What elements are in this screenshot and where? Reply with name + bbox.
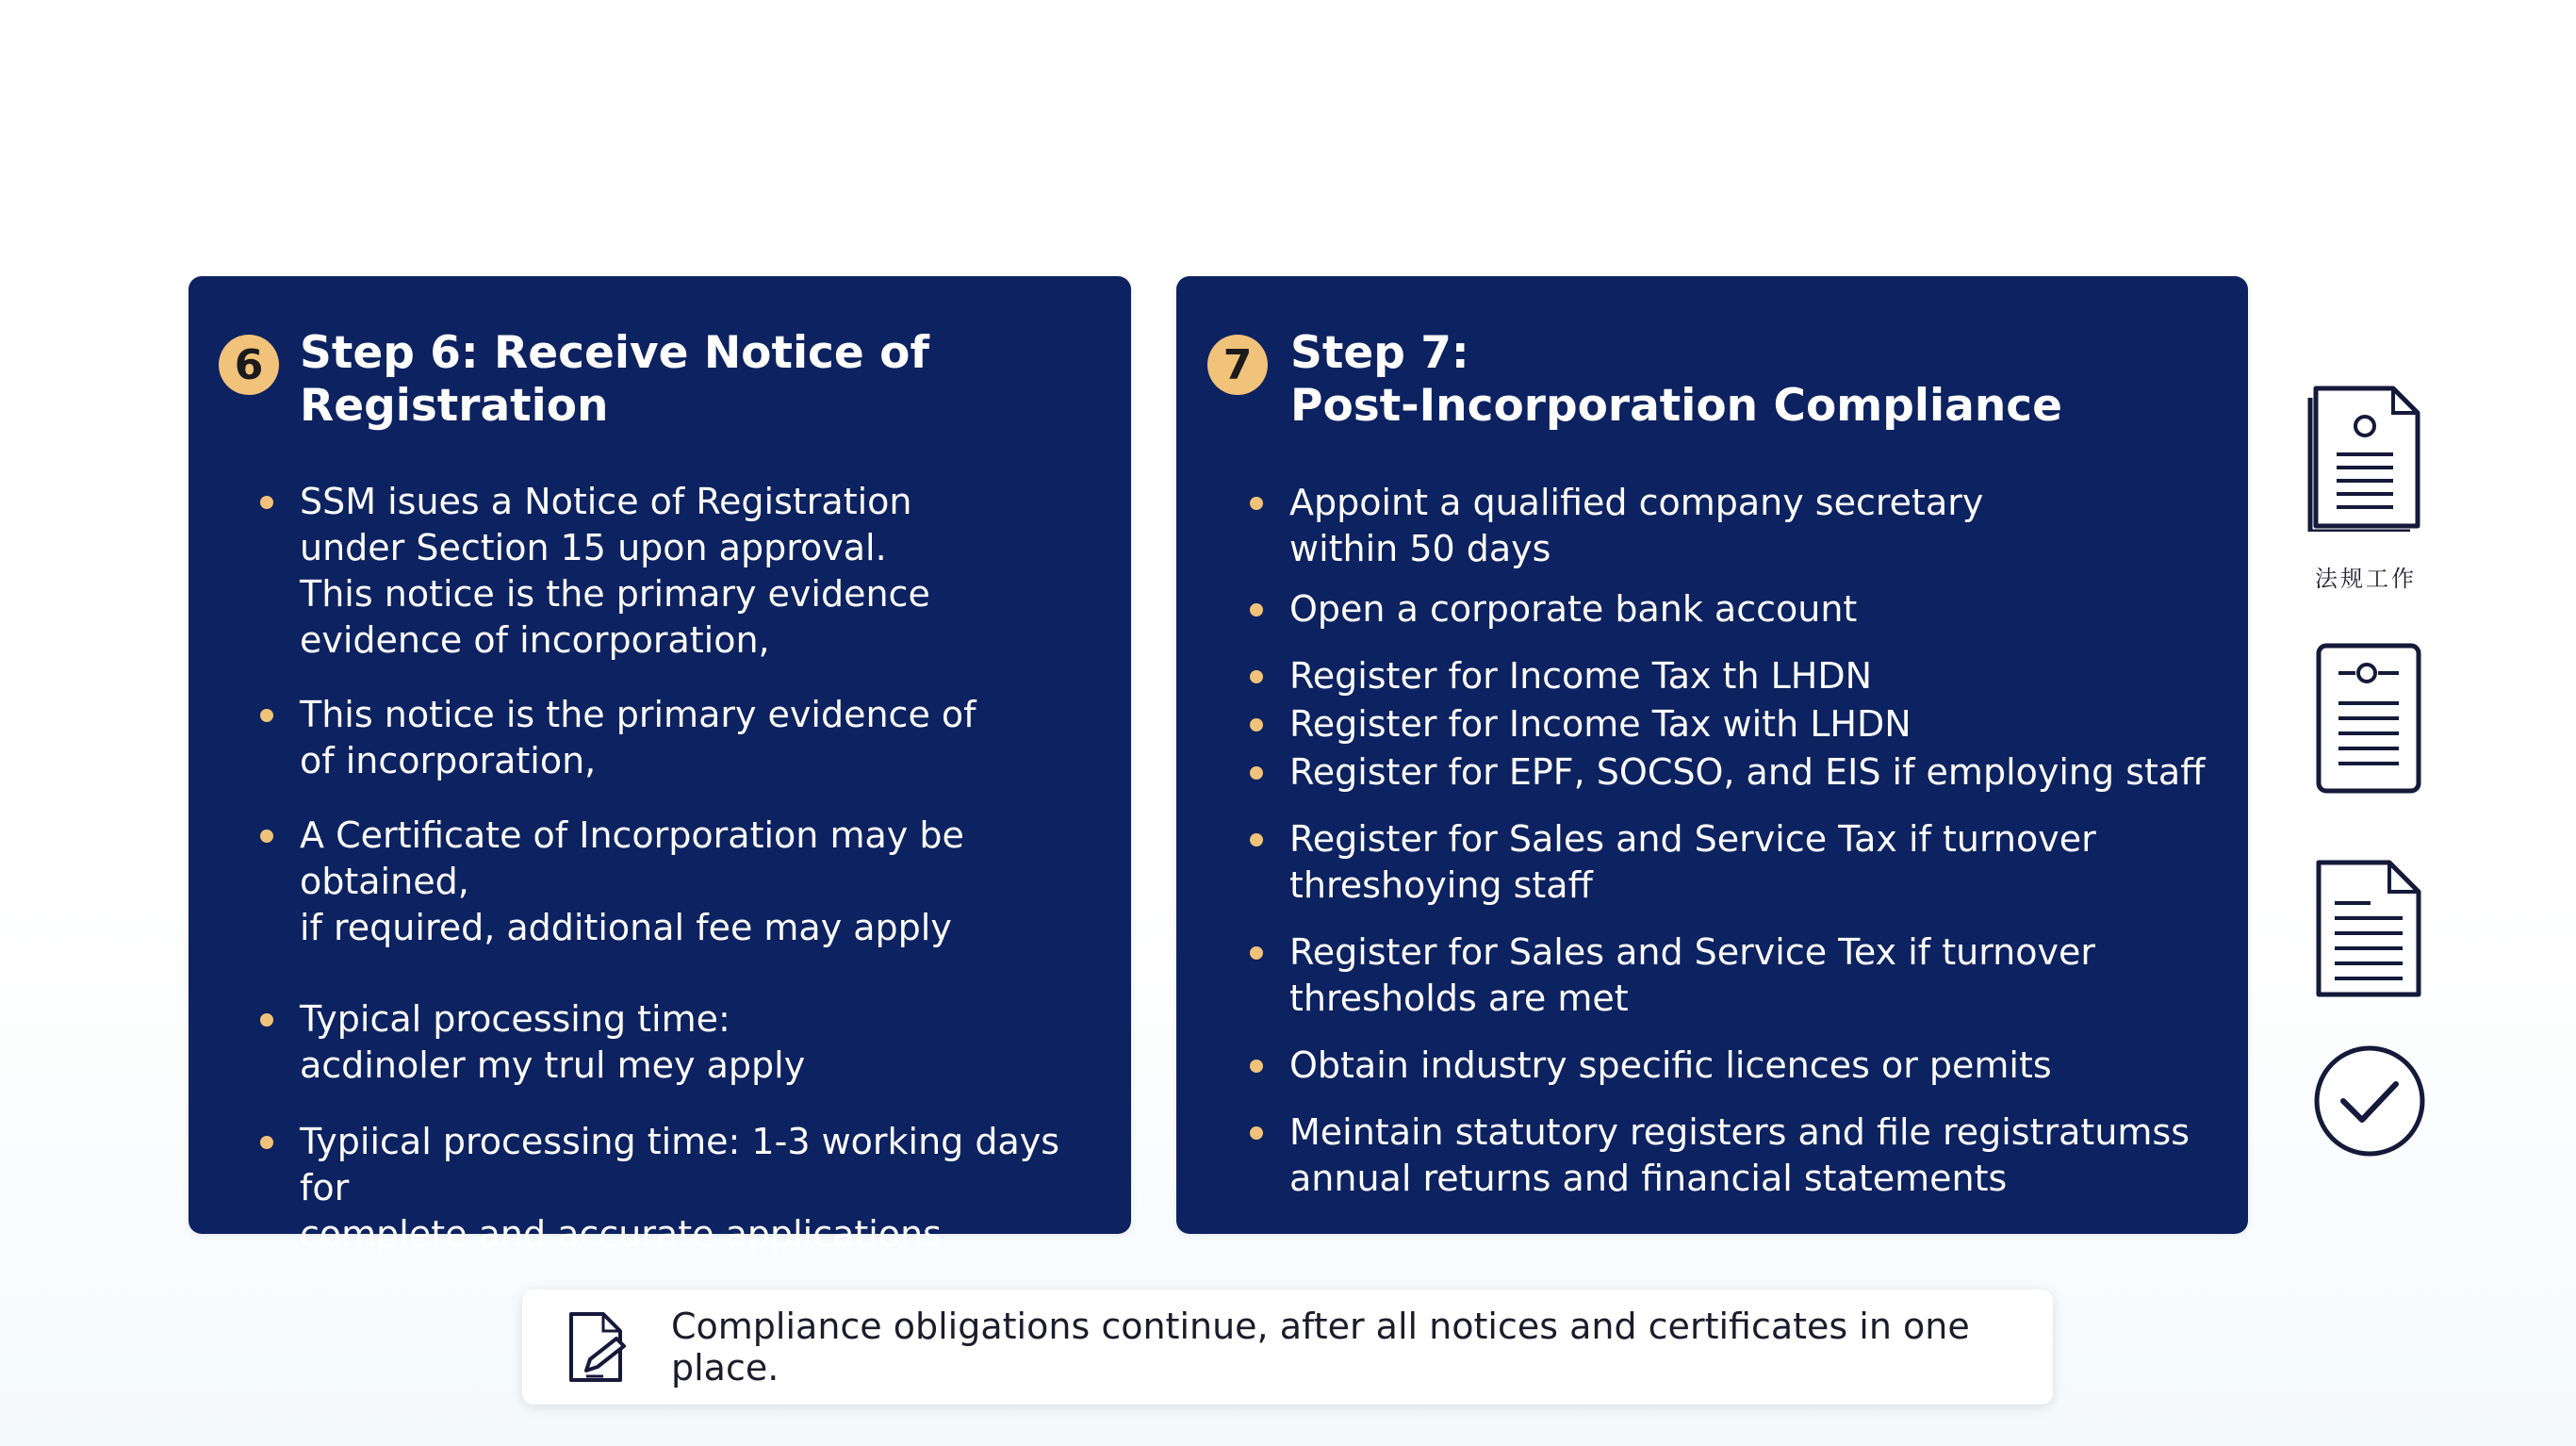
step-7-bullet: Open a corporate bank account	[1289, 586, 2232, 633]
step-7-bullet: Appoint a qualified company secretary within 50 days	[1289, 480, 2232, 572]
step-6-bullet: SSM isues a Notice of Registration under Section 15 upon approval. This notice is the primary evidence evidence of incorporation,	[300, 479, 1120, 664]
check-circle-icon	[2311, 1043, 2428, 1159]
step-6-bullet: Typiical processing time: 1-3 working days for complete and accurate applications	[300, 1119, 1120, 1257]
step-6-bullet: A Certificate of Incorporation may be obtained, if required, additional fee may apply	[300, 813, 1120, 951]
step-6-title: Step 6: Receive Notice of Registration	[300, 327, 929, 432]
step-6-badge: 6	[219, 335, 279, 395]
step-7-bullet: Meintain statutory registers and file registratumss annual returns and financial statements	[1289, 1109, 2232, 1202]
step-7-bullet: Register for Sales and Service Tex if turnover thresholds are met	[1289, 929, 2232, 1022]
step-7-card	[1176, 276, 2248, 1234]
step-7-bullet: Register for Sales and Service Tax if turnover threshoying staff	[1289, 816, 2232, 909]
side-label: 法规工作	[2315, 566, 2417, 592]
form-document-icon	[2314, 641, 2423, 796]
step-7-bullet-list	[1289, 480, 2232, 1216]
step-7-bullet: Obtain industry specific licences or pemits	[1289, 1043, 2232, 1089]
step-6-bullet: Typical processing time: acdinoler my trul mey apply	[300, 996, 1120, 1089]
step-7-bullet: Register for Income Tax th LHDN	[1289, 653, 2232, 699]
step-6-bullet: This notice is the primary evidence of of incorporation,	[300, 692, 1120, 784]
certificate-document-icon	[2306, 385, 2421, 532]
step-6-card	[189, 276, 1131, 1255]
footer-note	[522, 1290, 2053, 1405]
text-document-icon	[2314, 858, 2423, 999]
footer-text: Compliance obligations continue, after all notices and certificates in one place.	[671, 1306, 1970, 1388]
step-7-title: Step 7: Post-Incorporation Compliance	[1290, 327, 2063, 432]
edit-document-icon	[566, 1310, 632, 1384]
step-7-badge: 7	[1207, 335, 1268, 395]
step-7-bullet: Register for EPF, SOCSO, and EIS if employing staff	[1289, 749, 2232, 796]
step-7-bullet: Register for Income Tax with LHDN	[1289, 701, 2232, 748]
step-6-bullet-list	[300, 479, 1120, 1286]
